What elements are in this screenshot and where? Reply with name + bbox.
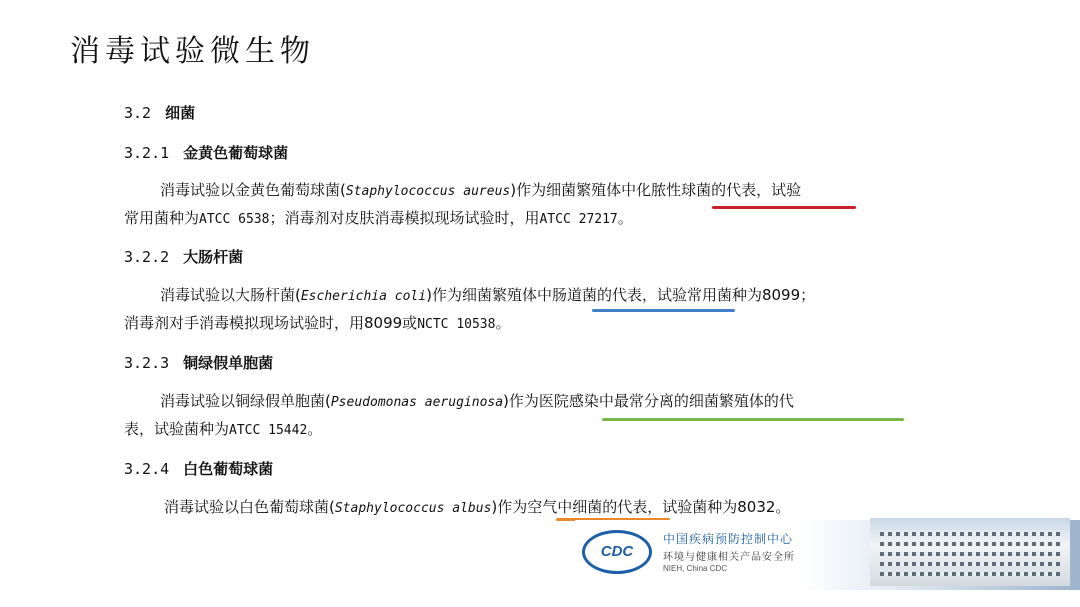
section-heading-3-2-2 (124, 246, 243, 267)
text: )作为细菌繁殖体中化脓性球菌的代表，试验 (510, 181, 802, 199)
highlight-underline-red (712, 206, 856, 209)
section-label: 细菌 (165, 104, 196, 122)
latin-name: Staphylococcus albus (334, 501, 492, 516)
text: 。 (617, 209, 633, 227)
window-row (880, 532, 1060, 536)
text: 。 (495, 314, 511, 332)
latin-name: Staphylococcus aureus (345, 184, 511, 199)
text: ；消毒剂对皮肤消毒模拟现场试验时，用 (269, 209, 540, 227)
text: 消毒试验以金黄色葡萄球菌( (160, 181, 346, 199)
text: 。 (307, 420, 323, 438)
paragraph-3-2-3-line2 (124, 414, 322, 446)
section-label: 铜绿假单胞菌 (183, 354, 274, 372)
section-heading-3-2-1 (124, 142, 288, 163)
paragraph-3-2-2-line2 (124, 308, 510, 340)
window-row (880, 552, 1060, 556)
section-number: 3.2 (124, 104, 152, 122)
text: 消毒试验以铜绿假单胞菌( (160, 392, 331, 410)
text: 常用菌种为 (124, 209, 200, 227)
latin-name: Pseudomonas aeruginosa (330, 395, 504, 410)
page-title: 消毒试验微生物 (70, 34, 315, 69)
section-heading-3-2 (124, 102, 195, 123)
building-photo (870, 518, 1070, 586)
section-number: 3.2.4 (124, 460, 170, 478)
section-number: 3.2.3 (124, 354, 170, 372)
paragraph-3-2-1-line2 (124, 203, 633, 235)
text: 消毒试验以大肠杆菌( (160, 286, 301, 304)
text: )作为细菌繁殖体中肠道菌的代表，试验常用菌种为8099； (426, 286, 816, 304)
highlight-underline-green (602, 418, 904, 421)
text: 表，试验菌种为 (124, 420, 230, 438)
section-label: 金黄色葡萄球菌 (183, 144, 289, 162)
strain-code: ATCC 6538 (199, 212, 270, 227)
org-name-cn: 中国疾病预防控制中心 (663, 532, 794, 546)
strain-code: NCTC 10538 (417, 317, 496, 332)
text: )作为空气中细菌的代表，试验菌种为8032。 (491, 498, 791, 516)
strain-code: ATCC 15442 (229, 423, 308, 438)
strain-code: ATCC 27217 (539, 212, 618, 227)
section-label: 白色葡萄球菌 (183, 460, 274, 478)
section-number: 3.2.1 (124, 144, 170, 162)
dept-name-en: NIEH, China CDC (663, 564, 728, 573)
section-heading-3-2-3 (124, 352, 273, 373)
highlight-underline-blue (592, 309, 735, 312)
dept-name-cn: 环境与健康相关产品安全所 (663, 552, 795, 563)
section-heading-3-2-4 (124, 458, 273, 479)
section-label: 大肠杆菌 (183, 248, 244, 266)
text: 消毒试验以白色葡萄球菌( (164, 498, 335, 516)
cdc-logo: CDC (582, 530, 652, 574)
window-row (880, 562, 1060, 566)
window-row (880, 572, 1060, 576)
section-number: 3.2.2 (124, 248, 170, 266)
window-row (880, 542, 1060, 546)
text: )作为医院感染中最常分离的细菌繁殖体的代 (503, 392, 794, 410)
latin-name: Escherichia coli (300, 289, 427, 304)
text: 消毒剂对手消毒模拟现场试验时，用8099或 (124, 314, 418, 332)
